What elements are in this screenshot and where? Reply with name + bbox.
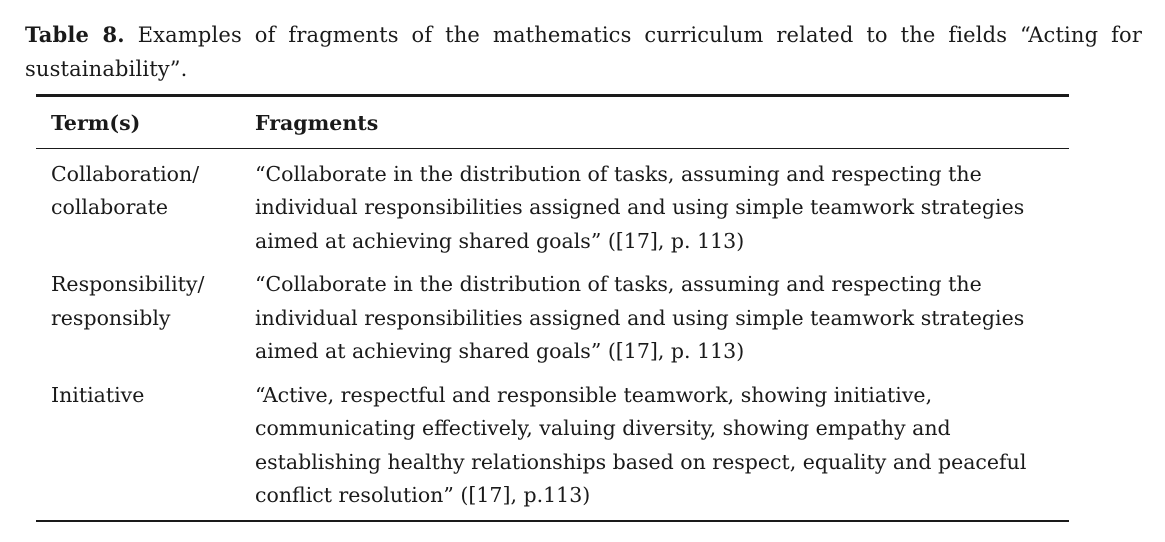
header-fragments: Fragments [255,111,379,135]
table-row [36,268,1069,379]
term-cell: Responsibility/ responsibly [51,272,205,330]
term-cell: Initiative [51,382,145,407]
table-row [36,379,1069,521]
table-header-row [36,96,1069,149]
fragment-cell: “Collaborate in the distribution of tasks, assuming and respecting the individual responsibilities assigned and using simple teamwork strategies aimed at achieving shared goals” ([17], p. 113) [255,272,1025,363]
table-caption-text: Examples of fragments of the mathematics curriculum related to the fields “Acting for sustainability”. [25,23,1143,81]
table-caption [25,18,1142,86]
term-cell: Collaboration/ collaborate [51,161,200,219]
header-terms: Term(s) [51,111,141,135]
fragment-cell: “Collaborate in the distribution of tasks, assuming and respecting the individual responsibilities assigned and using simple teamwork strategies aimed at achieving shared goals” ([17], p. 113) [255,161,1025,253]
table-body [36,148,1069,521]
table [36,94,1069,522]
table-header [36,96,1069,149]
curriculum-fragments-table [36,94,1069,522]
fragment-cell: “Active, respectful and responsible teamwork, showing initiative, communicating effectively, valuing diversity, showing empathy and establishing healthy relationships based on respect, equality and peaceful conflict resolution” ([17], p.113) [255,382,1027,507]
table-row [36,148,1069,268]
table-caption-label: Table 8. [25,22,125,47]
